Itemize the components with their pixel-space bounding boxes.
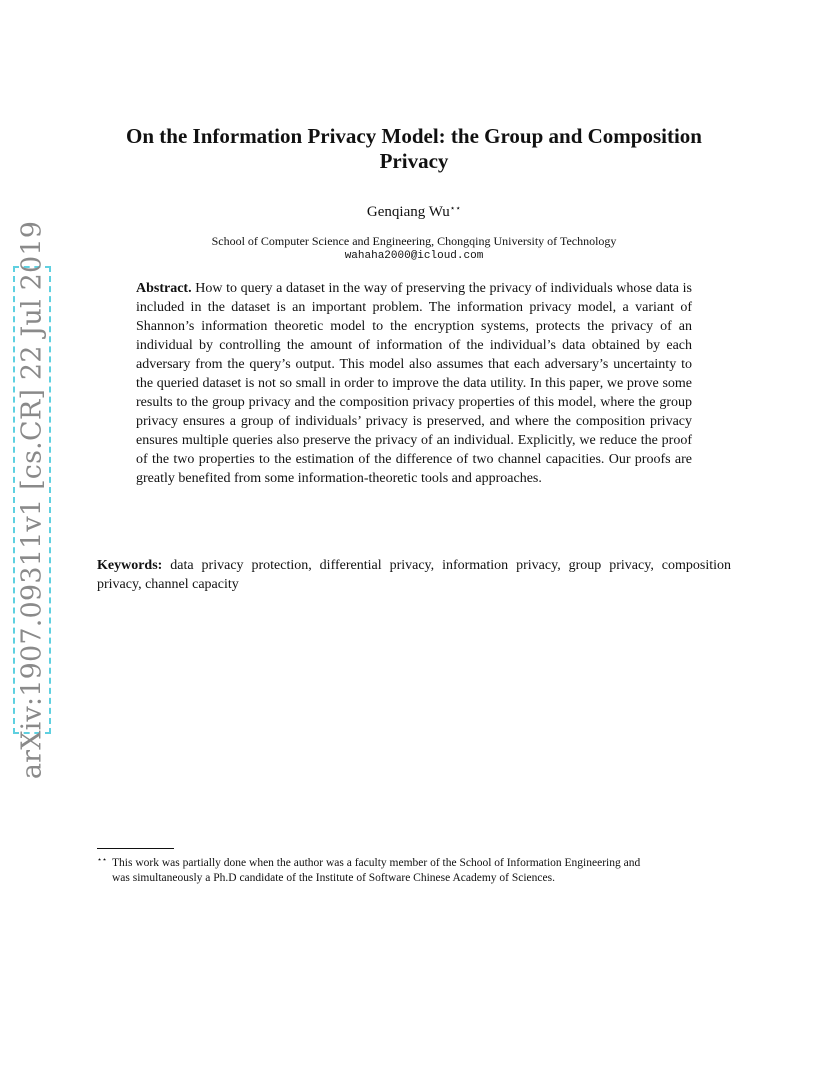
author-line xyxy=(0,203,828,221)
keywords-text: data privacy protection, differential privacy, information privacy, group privacy, composition privacy, channel capacity xyxy=(97,558,731,592)
arxiv-stamp-text: arXiv:1907.09311v1 [cs.CR] 22 Jul 2019 xyxy=(16,220,48,780)
keywords xyxy=(97,556,731,594)
abstract-label: Abstract. xyxy=(136,281,192,296)
footnote-text-2: was simultaneously a Ph.D candidate of the Institute of Software Chinese Academy of Sciences. xyxy=(112,872,555,884)
author-email: wahaha2000@icloud.com xyxy=(344,250,484,262)
affiliation: School of Computer Science and Engineering, Chongqing University of Technology xyxy=(211,234,617,248)
footnote-rule xyxy=(97,848,174,849)
footnote-mark: ⋆⋆ xyxy=(97,855,108,864)
arxiv-stamp xyxy=(13,220,51,780)
footnote-text-1: This work was partially done when the author was a faculty member of the School of Information Engineering and xyxy=(112,857,641,869)
footnote-line-1 xyxy=(97,852,733,871)
paper-title: On the Information Privacy Model: the Group and Composition Privacy xyxy=(126,124,702,173)
footnote xyxy=(97,852,733,886)
author-name: Genqiang Wu xyxy=(366,204,450,220)
keywords-label: Keywords: xyxy=(97,558,163,573)
author-footnote-mark: ⋆⋆ xyxy=(449,203,462,213)
abstract-text: How to query a dataset in the way of preserving the privacy of individuals whose data is included in the dataset is an important problem. The information privacy model, a variant of Shannon’s information theoretic model to the encryption systems, protects the privacy of an individual by controlling the amount of information of the individual’s data obtained by each adversary from the query’s output. This model also assumes that each adversary’s uncertainty to the queried dataset is not so small in order to improve the data utility. In this paper, we prove some results to the group privacy and the composition privacy properties of this model, where the group privacy ensures a group of individuals’ privacy is preserved, and where the composition privacy ensures multiple queries also preserve the privacy of an individual. Explicitly, we reduce the proof of the two properties to the estimation of the difference of two channel capacities. Our proofs are greatly benefited from some information-theoretic tools and approaches. xyxy=(136,281,692,486)
abstract xyxy=(136,279,692,488)
